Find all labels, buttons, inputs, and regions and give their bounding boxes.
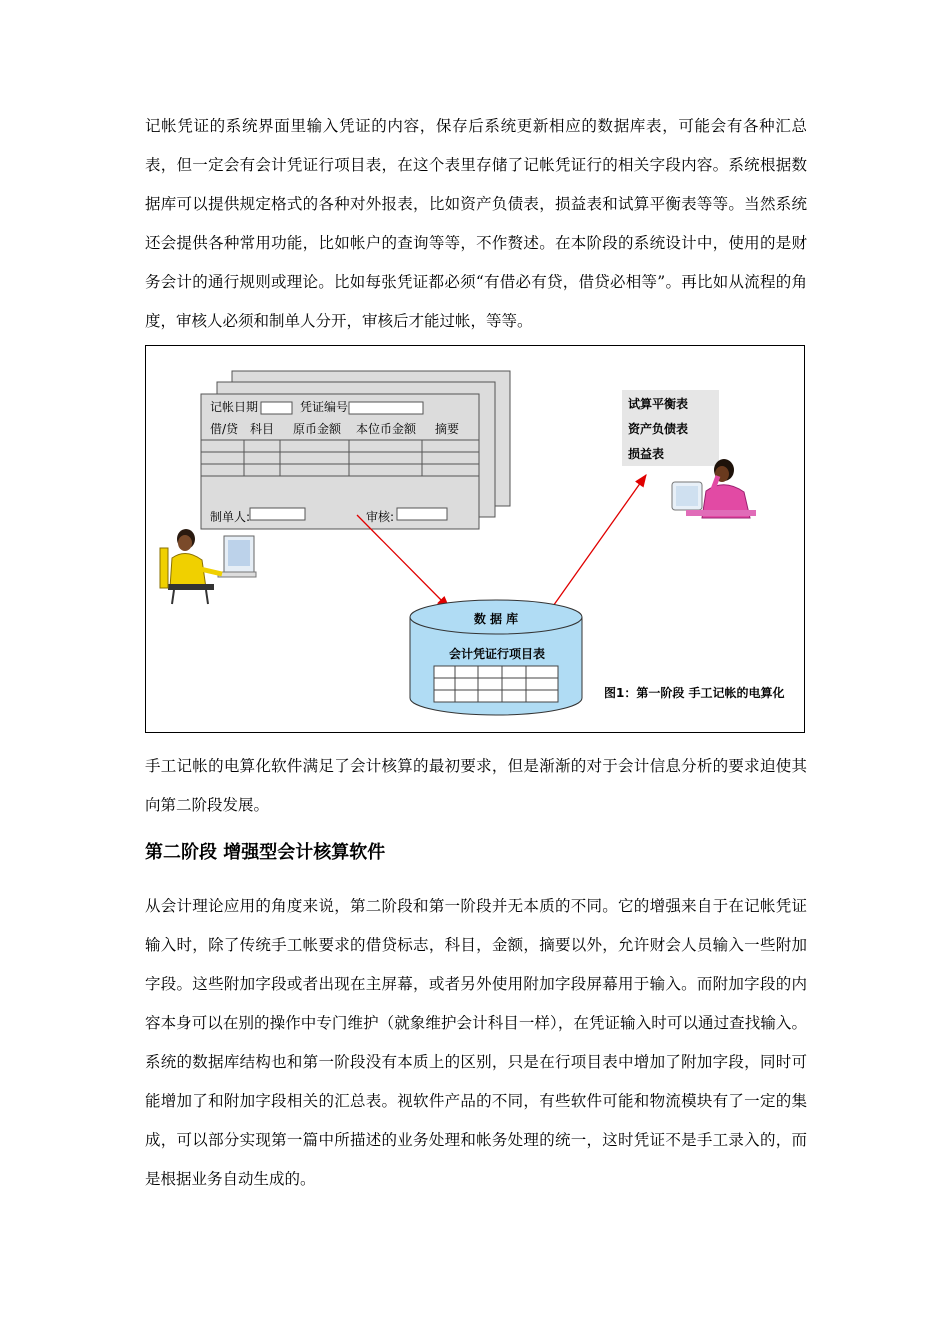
figure-diagram: [146, 346, 804, 732]
report-list: [622, 390, 719, 466]
voucher-col-dc: 借/贷: [210, 422, 239, 436]
voucher-col-local-amount: 本位币金额: [356, 422, 417, 436]
voucher-preparer-label: 制单人:: [210, 510, 251, 524]
voucher-col-orig-amount: 原币金额: [293, 422, 342, 436]
section-heading-stage-two: 第二阶段 增强型会计核算软件: [145, 842, 386, 863]
paragraph-intro: 记帐凭证的系统界面里输入凭证的内容，保存后系统更新相应的数据库表，可能会有各种汇总表，但一定会有会计凭证行项目表，在这个表里存储了记帐凭证行的相关字段内容。系统根据数据库可以提供规定格式的各种对外报表，比如资产负债表，损益表和试算平衡表等等。当然系统还会提供各种常用功能，比如帐户的查询等等，不作赘述。在本阶段的系统设计中，使用的是财务会计的通行规则或理论。比如每张凭证都必须“有借必有贷，借贷必相等”。再比如从流程的角度，审核人必须和制单人分开，审核后才能过帐，等等。: [145, 117, 807, 330]
voucher-col-account: 科目: [250, 422, 275, 436]
voucher-number-field: [349, 402, 423, 414]
voucher-date-field: [261, 402, 292, 414]
figure-caption: 图1：第一阶段 手工记帐的电算化: [604, 686, 785, 700]
figure-accounting-flow: [145, 345, 805, 733]
report-income-statement: 损益表: [628, 447, 665, 461]
voucher-col-memo: 摘要: [435, 422, 460, 436]
line-item-table-label: 会计凭证行项目表: [448, 647, 546, 661]
voucher-form: [201, 394, 479, 529]
analyst-on-phone-illustration: [672, 459, 756, 518]
voucher-number-label: 凭证编号: [300, 400, 349, 414]
database-label: 数 据 库: [473, 612, 519, 626]
voucher-reviewer-field: [397, 508, 447, 520]
database-cylinder: [410, 600, 582, 715]
voucher-reviewer-label: 审核:: [366, 510, 395, 524]
arrow-database-to-reports: [551, 475, 646, 609]
voucher-preparer-field: [250, 508, 305, 520]
voucher-date-label: 记帐日期: [210, 400, 259, 414]
paragraph-transition: 手工记帐的电算化软件满足了会计核算的最初要求，但是渐渐的对于会计信息分析的要求迫使其向第二阶段发展。: [145, 757, 807, 814]
clerk-at-computer-illustration: [160, 529, 256, 604]
line-item-table-grid: [434, 666, 558, 702]
paragraph-stage-two: 从会计理论应用的角度来说，第二阶段和第一阶段并无本质的不同。它的增强来自于在记帐凭证输入时，除了传统手工帐要求的借贷标志，科目，金额，摘要以外，允许财会人员输入一些附加字段。这些附加字段或者出现在主屏幕，或者另外使用附加字段屏幕用于输入。而附加字段的内容本身可以在别的操作中专门维护（就象维护会计科目一样），在凭证输入时可以通过查找输入。系统的数据库结构也和第一阶段没有本质上的区别，只是在行项目表中增加了附加字段，同时可能增加了和附加字段相关的汇总表。视软件产品的不同，有些软件可能和物流模块有了一定的集成，可以部分实现第一篇中所描述的业务处理和帐务处理的统一，这时凭证不是手工录入的，而是根据业务自动生成的。: [145, 897, 807, 1188]
report-trial-balance: 试算平衡表: [628, 397, 689, 411]
report-balance-sheet: 资产负债表: [628, 422, 689, 436]
